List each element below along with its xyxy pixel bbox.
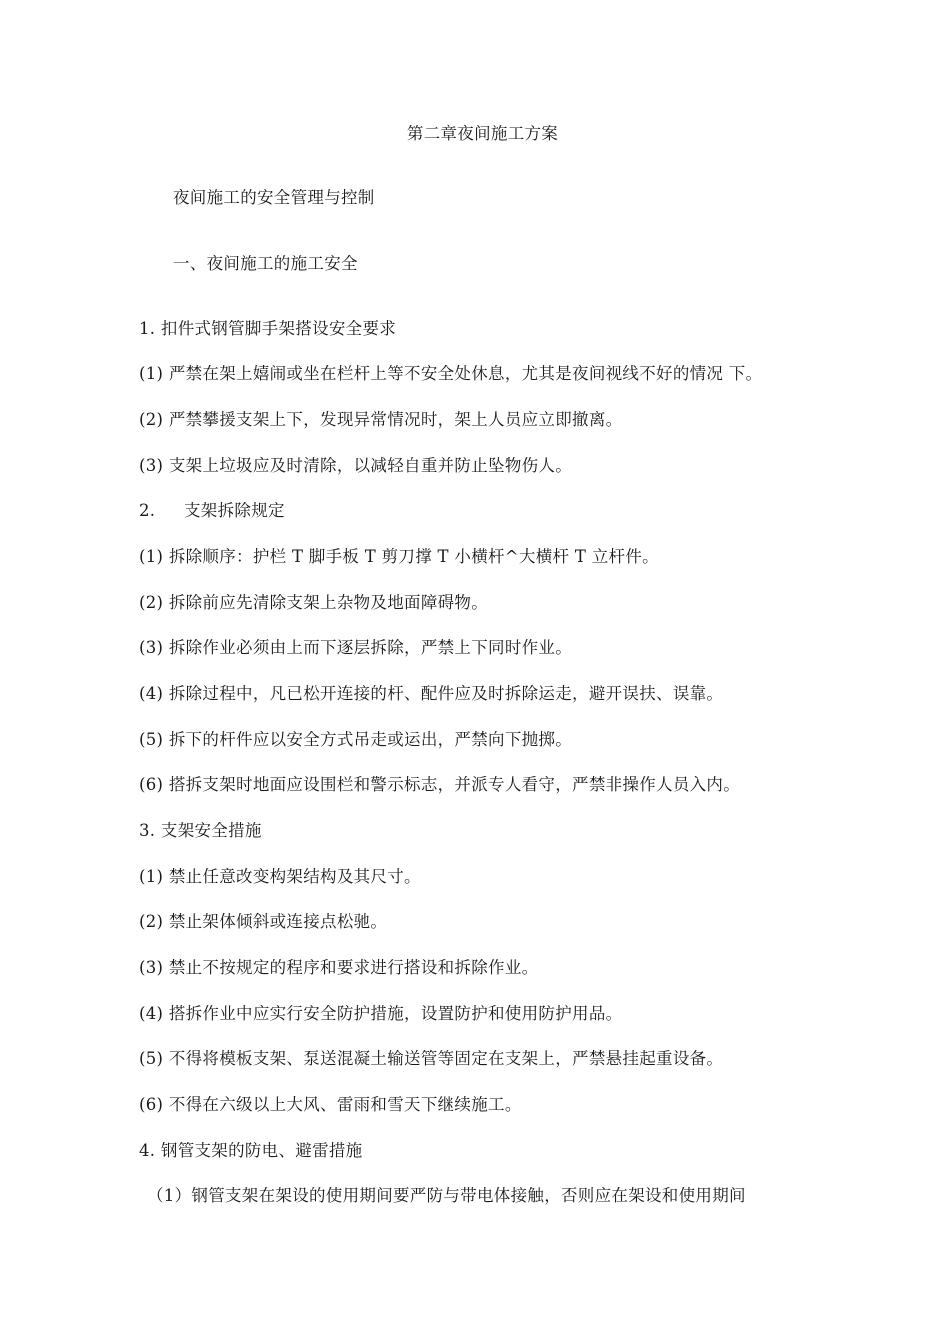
list-item: (1) 禁止任意改变构架结构及其尺寸。 <box>139 867 421 886</box>
list-item: (2) 严禁攀援支架上下，发现异常情况时，架上人员应立即撤离。 <box>139 410 623 429</box>
section-heading: 夜间施工的安全管理与控制 <box>173 188 375 207</box>
list-item: (1) 严禁在架上嬉闹或坐在栏杆上等不安全处休息，尤其是夜间视线不好的情况 下。 <box>139 364 763 383</box>
list-item: （1）钢管支架在架设的使用期间要严防与带电体接触，否则应在架设和使用期间 <box>147 1186 746 1205</box>
list-item: (6) 不得在六级以上大风、雷雨和雪天下继续施工。 <box>139 1095 522 1114</box>
list-item: (3) 拆除作业必须由上而下逐层拆除，严禁上下同时作业。 <box>139 638 573 657</box>
subsection-heading: 一、夜间施工的施工安全 <box>173 254 358 273</box>
list-item: (1) 拆除顺序：护栏 T 脚手板 T 剪刀撑 T 小横杆^大横杆 T 立杆件。 <box>139 547 659 566</box>
group-heading-3: 3. 支架安全措施 <box>139 821 262 840</box>
list-item: (5) 拆下的杆件应以安全方式吊走或运出，严禁向下抛掷。 <box>139 730 573 749</box>
group-heading-1: 1. 扣件式钢管脚手架搭设安全要求 <box>139 319 397 338</box>
list-item: (5) 不得将模板支架、泵送混凝土输送管等固定在支架上，严禁悬挂起重设备。 <box>139 1049 724 1068</box>
page-title: 第二章夜间施工方案 <box>406 124 559 143</box>
list-item: (6) 搭拆支架时地面应设围栏和警示标志，并派专人看守，严禁非操作人员入内。 <box>139 775 741 794</box>
list-item: (4) 搭拆作业中应实行安全防护措施，设置防护和使用防护用品。 <box>139 1004 623 1023</box>
group-heading-2-number: 2. <box>139 501 156 520</box>
group-heading-2 <box>139 500 285 522</box>
list-item: (2) 拆除前应先清除支架上杂物及地面障碍物。 <box>139 593 489 612</box>
list-item: (3) 禁止不按规定的程序和要求进行搭设和拆除作业。 <box>139 958 539 977</box>
group-heading-4: 4. 钢管支架的防电、避雷措施 <box>139 1141 363 1160</box>
list-item: (4) 拆除过程中，凡已松开连接的杆、配件应及时拆除运走，避开误扶、误靠。 <box>139 684 724 703</box>
list-item: (3) 支架上垃圾应及时清除，以减轻自重并防止坠物伤人。 <box>139 456 573 475</box>
group-heading-2-text: 支架拆除规定 <box>184 501 285 520</box>
list-item: (2) 禁止架体倾斜或连接点松驰。 <box>139 912 388 931</box>
